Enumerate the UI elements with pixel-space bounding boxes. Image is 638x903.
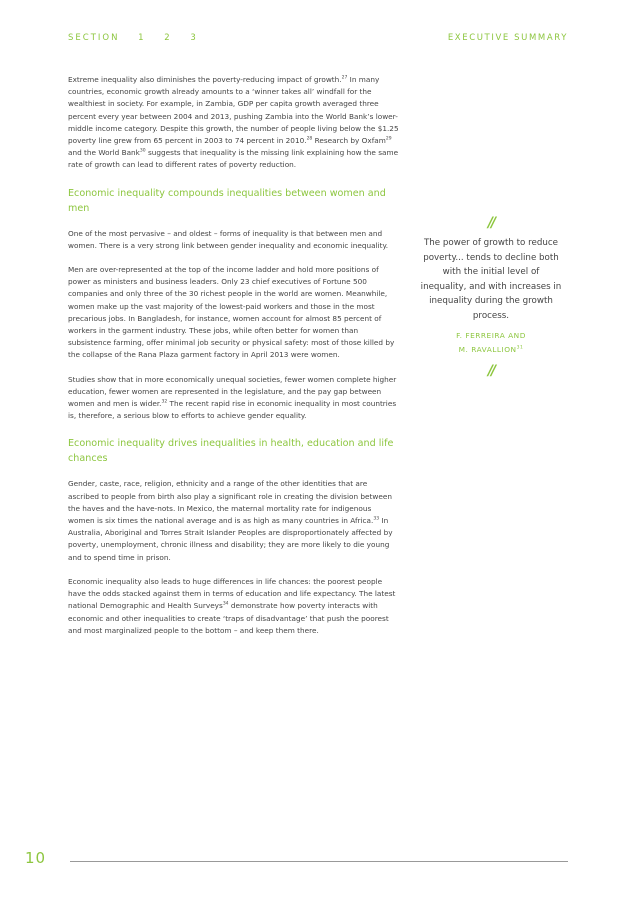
intro-text-3: Research by Oxfam	[312, 136, 386, 146]
gender-p3-text-a: Studies show that in more economically unequal societies, fewer women complete higher education, fewer women are represented in the legislature, and the pay gap between women and men is wider.	[68, 374, 397, 409]
section-nav-item-1[interactable]: 1	[138, 33, 146, 43]
health-paragraph-1	[68, 478, 400, 563]
health-p2-text-b: demonstrate how poverty interacts with economic and other inequalities to create ‘traps of disadvantage’ that push the poorest and most marginalized people to the bottom – and keep them there.	[68, 601, 389, 635]
footnote-ref-33: 33	[373, 516, 380, 522]
attribution-line-1: F. FERREIRA AND	[456, 331, 526, 340]
attribution-line-2	[420, 343, 562, 357]
footnote-ref-30: 30	[139, 148, 146, 154]
intro-text-4: and the World Bank	[68, 148, 140, 158]
section-nav-label: SECTION	[68, 33, 120, 43]
gender-paragraph-1: One of the most pervasive – and oldest – forms of inequality is that between men and women. There is a very strong link between gender inequality and economic inequality.	[68, 228, 389, 250]
pull-quote	[420, 214, 562, 380]
intro-text-2: In many countries, economic growth already amounts to a ‘winner takes all’ windfall for the wealthiest in society. For example, in Zambia, GDP per capita growth averaged three percent every year between 2004 and 2013, pushing Zambia into the World Bank’s lower-middle income category. Despite this growth, the number of people living below the $1.25 poverty line grew from 65 percent in 2003 to 74 percent in 2010.	[68, 75, 399, 146]
section-nav	[68, 33, 212, 43]
footer-divider	[70, 861, 568, 862]
gender-paragraph-3	[68, 374, 400, 423]
pull-quote-attribution	[420, 329, 562, 357]
page-header	[68, 33, 568, 45]
intro-text-1: Extreme inequality also diminishes the poverty-reducing impact of growth.	[68, 75, 342, 84]
footnote-ref-31: 31	[516, 345, 524, 351]
section-nav-item-3[interactable]: 3	[190, 33, 198, 43]
health-p1-text-b: In Australia, Aboriginal and Torres Strait Islander Peoples are disproportionately affected by poverty, unemployment, chronic illness and disability; they are more likely to die young and to spend time in prison.	[68, 516, 393, 562]
main-text-column	[68, 74, 400, 648]
heading-health-education: Economic inequality drives inequalities in health, education and life chances	[68, 438, 394, 465]
health-p2-text-a: Economic inequality also leads to huge differences in life chances: the poorest people have the odds stacked against them in terms of education and life expectancy. The latest national Demographic and Health Surveys	[68, 576, 396, 611]
quote-mark-open-icon: //	[487, 215, 495, 231]
gender-p3-text-b: The recent rapid rise in economic inequality in most countries is, therefore, a serious blow to efforts to achieve gender equality.	[68, 399, 397, 421]
footnote-ref-34: 34	[222, 601, 229, 607]
intro-text-5: suggests that inequality is the missing link explaining how the same rate of growth can lead to different rates of poverty reduction.	[68, 148, 399, 170]
section-nav-item-2[interactable]: 2	[164, 33, 172, 43]
intro-paragraph	[68, 74, 400, 172]
page-number: 10	[25, 849, 47, 867]
footnote-ref-28: 28	[306, 136, 313, 142]
health-p1-text-a: Gender, caste, race, religion, ethnicity and a range of the other identities that are ascribed to people from birth also play a significant role in creating the division between the haves and the have-nots. In Mexico, the maternal mortality rate for indigenous women is six times the national average and is as high as many countries in Africa.	[68, 479, 392, 526]
footnote-ref-27: 27	[341, 75, 348, 81]
footnote-ref-32: 32	[161, 399, 168, 405]
heading-gender-inequality: Economic inequality compounds inequalities between women and men	[68, 187, 386, 214]
attribution-name: M. RAVALLION	[458, 345, 517, 354]
section-title: EXECUTIVE SUMMARY	[447, 33, 568, 43]
footnote-ref-29: 29	[385, 136, 392, 142]
quote-mark-close-icon: //	[487, 363, 495, 379]
pull-quote-text: The power of growth to reduce poverty... tends to decline both with the initial level of inequality, and with increases in inequality during the growth process.	[420, 238, 562, 321]
health-paragraph-2	[68, 576, 400, 637]
gender-paragraph-2: Men are over-represented at the top of the income ladder and hold more positions of power as ministers and business leaders. Only 23 chief executives of Fortune 500 companies and only three of the 30 richest people in the world are women. Meanwhile, women make up the vast majority of the lowest-paid workers and those in the most precarious jobs. In Bangladesh, for instance, women account for almost 85 percent of workers in the garment industry. These jobs, while often better for women than subsistence farming, offer minimal job security or physical safety: most of those killed by the collapse of the Rana Plaza garment factory in April 2013 were women.	[68, 265, 395, 360]
